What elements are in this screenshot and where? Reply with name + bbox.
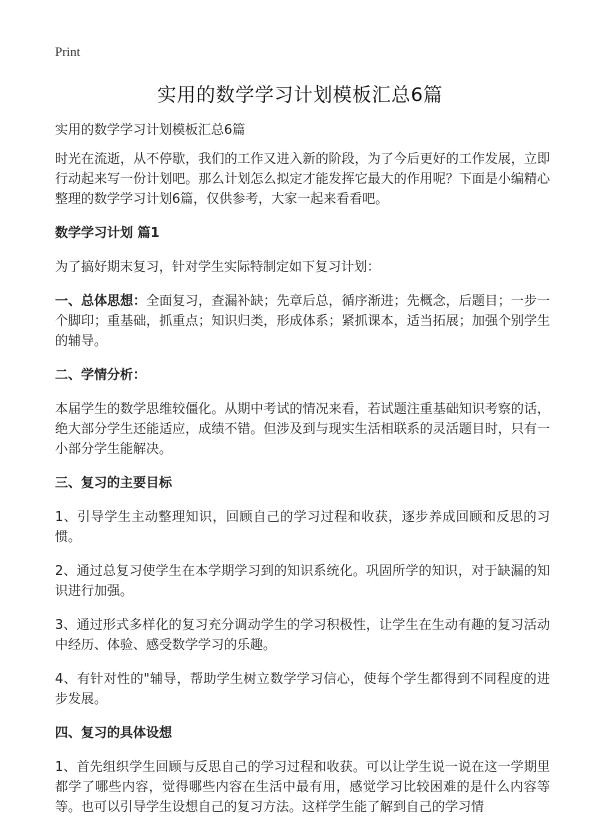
analysis-heading: 二、学情分析： [55, 368, 147, 383]
print-link[interactable]: Print [55, 44, 81, 59]
thought-body: 全面复习，查漏补缺；先章后总，循序渐进；先概念，后题目；一步一个脚印；重基础，抓重点；知识归类，形成体系；紧抓课本，适当拓展；加强个别学生的辅导。 [55, 294, 550, 349]
section-heading: 数学学习计划 篇1 [55, 226, 160, 241]
intro-paragraph: 时光在流逝，从不停歇，我们的工作又进入新的阶段，为了今后更好的工作发展，立即行动起来写一份计划吧。那么计划怎么拟定才能发挥它最大的作用呢？下面是小编精心整理的数学学习计划6篇，仅供参考，大家一起来看看吧。 [55, 152, 550, 207]
goal-item: 3、通过形式多样化的复习充分调动学生的学习积极性，让学生在生动有趣的复习活动中经历、体验、感受数学学习的乐趣。 [55, 618, 550, 653]
goals-heading: 三、复习的主要目标 [55, 476, 173, 491]
thought-lead: 一、总体思想： [55, 294, 147, 309]
analysis-paragraph: 本届学生的数学思维较僵化。从期中考试的情况来看，若试题注重基础知识考察的话，绝大部分学生还能适应，成绩不错。但涉及到与现实生活相联系的灵活题目时，只有一小部分学生能解决。 [55, 402, 550, 457]
goal-item: 1、引导学生主动整理知识，回顾自己的学习过程和收获，逐步养成回顾和反思的习惯。 [55, 510, 550, 545]
plan-heading: 四、复习的具体设想 [55, 726, 173, 741]
page-title: 实用的数学学习计划模板汇总6篇 [157, 84, 443, 106]
plan-paragraph: 1、首先组织学生回顾与反思自己的学习过程和收获。可以让学生说一说在这一学期里都学了哪些内容，觉得哪些内容在生活中最有用，感觉学习比较困难的是什么内容等等。也可以引导学生设想自己的复习方法。这样学生能了解到自己的学习情 [55, 760, 550, 815]
thought-paragraph [55, 292, 550, 352]
goal-item: 4、有针对性的"辅导，帮助学生树立数学学习信心，使每个学生都得到不同程度的进步发展。 [55, 672, 550, 707]
goal-item: 2、通过总复习使学生在本学期学习到的知识系统化。巩固所学的知识，对于缺漏的知识进行加强。 [55, 564, 550, 599]
document-body [55, 150, 550, 832]
document-subtitle: 实用的数学学习计划模板汇总6篇 [55, 123, 246, 138]
section-intro: 为了搞好期末复习，针对学生实际特制定如下复习计划： [55, 260, 381, 275]
